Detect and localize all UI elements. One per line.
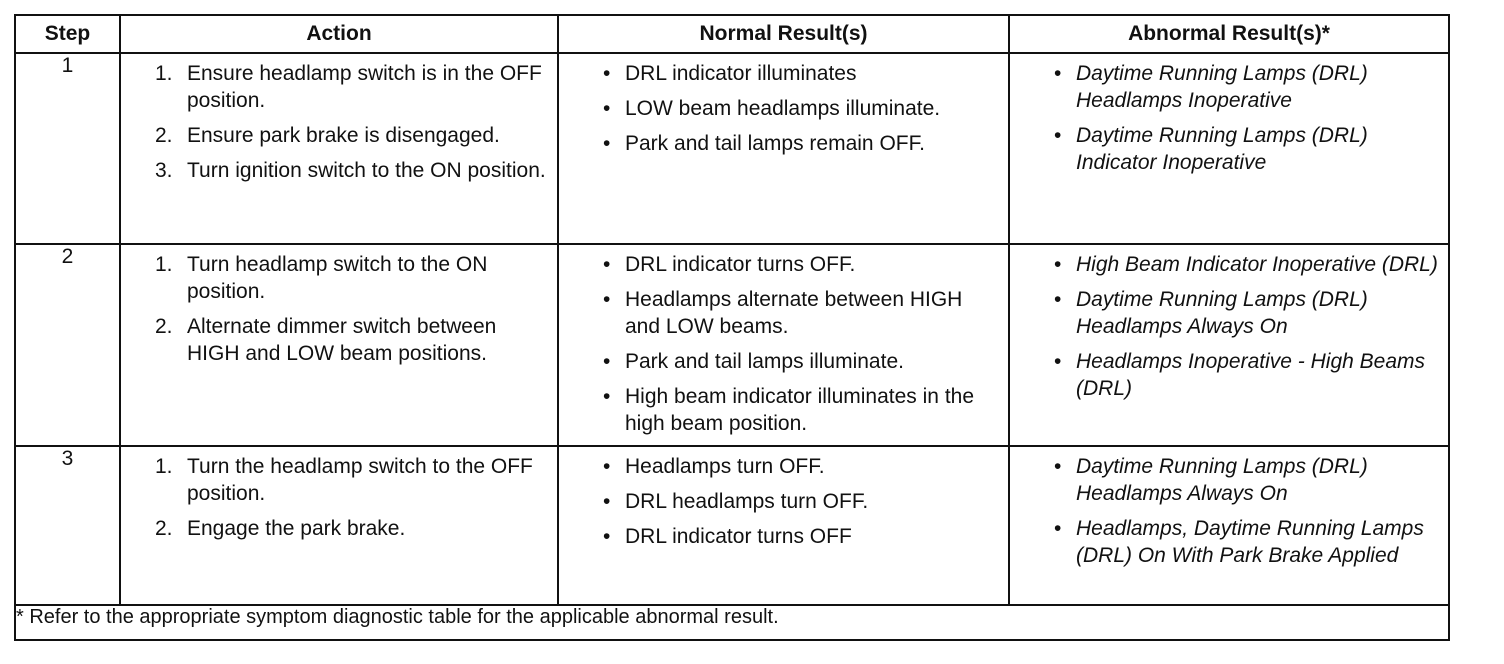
normal-result-text: High beam indicator illuminates in the high beam position. — [625, 385, 975, 435]
abnormal-result-item — [1010, 251, 1448, 278]
header-action: Action — [120, 15, 558, 53]
abnormal-result-text: Daytime Running Lamps (DRL) Headlamps Always On — [1076, 288, 1368, 338]
abnormal-result-item — [1010, 60, 1448, 114]
bullet-icon: • — [603, 132, 611, 155]
action-cell — [120, 446, 558, 605]
abnormal-result-text: Headlamps, Daytime Running Lamps (DRL) On With Park Brake Applied — [1076, 517, 1424, 567]
diagnostic-table-sheet — [14, 14, 1448, 634]
abnormal-result-item — [1010, 286, 1448, 340]
bullet-icon: • — [1054, 253, 1062, 276]
action-number: 1. — [155, 455, 173, 478]
abnormal-result-text: High Beam Indicator Inoperative (DRL) — [1076, 253, 1438, 276]
abnormal-result-text: Daytime Running Lamps (DRL) Headlamps Always On — [1076, 455, 1368, 505]
action-number: 1. — [155, 62, 173, 85]
bullet-icon: • — [603, 490, 611, 513]
bullet-icon: • — [603, 253, 611, 276]
header-abnormal-results: Abnormal Result(s)* — [1009, 15, 1449, 53]
normal-result-item — [559, 348, 1008, 375]
bullet-icon: • — [603, 525, 611, 548]
action-text: Alternate dimmer switch between HIGH and LOW beam positions. — [187, 315, 497, 365]
action-item — [121, 453, 557, 507]
action-item — [121, 251, 557, 305]
action-text: Ensure headlamp switch is in the OFF position. — [187, 62, 542, 112]
normal-result-text: DRL indicator turns OFF. — [625, 253, 856, 276]
normal-result-item — [559, 95, 1008, 122]
normal-result-item — [559, 453, 1008, 480]
action-number: 3. — [155, 159, 173, 182]
bullet-icon: • — [603, 350, 611, 373]
action-text: Turn headlamp switch to the ON position. — [187, 253, 488, 303]
normal-result-item — [559, 383, 1008, 437]
abnormal-result-text: Daytime Running Lamps (DRL) Headlamps Inoperative — [1076, 62, 1368, 112]
normal-results-cell — [558, 446, 1009, 605]
abnormal-result-item — [1010, 348, 1448, 402]
bullet-icon: • — [1054, 350, 1062, 373]
abnormal-result-item — [1010, 453, 1448, 507]
header-step: Step — [15, 15, 120, 53]
action-number: 2. — [155, 517, 173, 540]
action-number: 2. — [155, 124, 173, 147]
header-normal-results: Normal Result(s) — [558, 15, 1009, 53]
normal-results-cell — [558, 244, 1009, 446]
bullet-icon: • — [1054, 517, 1062, 540]
normal-result-item — [559, 286, 1008, 340]
bullet-icon: • — [1054, 288, 1062, 311]
bullet-icon: • — [1054, 62, 1062, 85]
normal-result-text: DRL headlamps turn OFF. — [625, 490, 869, 513]
abnormal-result-item — [1010, 122, 1448, 176]
normal-result-text: Park and tail lamps illuminate. — [625, 350, 904, 373]
bullet-icon: • — [603, 62, 611, 85]
table-row — [15, 446, 1449, 605]
normal-result-text: Headlamps turn OFF. — [625, 455, 825, 478]
action-text: Turn the headlamp switch to the OFF position. — [187, 455, 533, 505]
bullet-icon: • — [603, 385, 611, 408]
action-text: Turn ignition switch to the ON position. — [187, 159, 546, 182]
bullet-icon: • — [603, 288, 611, 311]
normal-result-item — [559, 251, 1008, 278]
action-text: Ensure park brake is disengaged. — [187, 124, 500, 147]
normal-result-text: DRL indicator turns OFF — [625, 525, 852, 548]
abnormal-results-cell — [1009, 53, 1449, 244]
normal-result-text: Park and tail lamps remain OFF. — [625, 132, 925, 155]
action-item — [121, 157, 557, 184]
normal-result-text: DRL indicator illuminates — [625, 62, 857, 85]
bullet-icon: • — [1054, 455, 1062, 478]
normal-results-cell — [558, 53, 1009, 244]
abnormal-result-text: Daytime Running Lamps (DRL) Indicator Inoperative — [1076, 124, 1368, 174]
bullet-icon: • — [603, 97, 611, 120]
action-item — [121, 60, 557, 114]
abnormal-results-cell — [1009, 446, 1449, 605]
bullet-icon: • — [603, 455, 611, 478]
action-text: Engage the park brake. — [187, 517, 406, 540]
footnote: * Refer to the appropriate symptom diagnostic table for the applicable abnormal result. — [15, 605, 1449, 640]
normal-result-item — [559, 60, 1008, 87]
action-cell — [120, 244, 558, 446]
table-row — [15, 244, 1449, 446]
action-cell — [120, 53, 558, 244]
normal-result-item — [559, 488, 1008, 515]
diagnostic-table — [14, 14, 1450, 641]
action-item — [121, 313, 557, 367]
bullet-icon: • — [1054, 124, 1062, 147]
abnormal-result-item — [1010, 515, 1448, 569]
normal-result-item — [559, 130, 1008, 157]
normal-result-item — [559, 523, 1008, 550]
action-item — [121, 515, 557, 542]
normal-result-text: LOW beam headlamps illuminate. — [625, 97, 941, 120]
abnormal-result-text: Headlamps Inoperative - High Beams (DRL) — [1076, 350, 1426, 400]
action-number: 1. — [155, 253, 173, 276]
normal-result-text: Headlamps alternate between HIGH and LOW beams. — [625, 288, 963, 338]
action-number: 2. — [155, 315, 173, 338]
action-item — [121, 122, 557, 149]
header-row — [15, 15, 1449, 53]
step-number: 3 — [15, 446, 120, 605]
footnote-row — [15, 605, 1449, 640]
table-row — [15, 53, 1449, 244]
abnormal-results-cell — [1009, 244, 1449, 446]
step-number: 1 — [15, 53, 120, 244]
step-number: 2 — [15, 244, 120, 446]
